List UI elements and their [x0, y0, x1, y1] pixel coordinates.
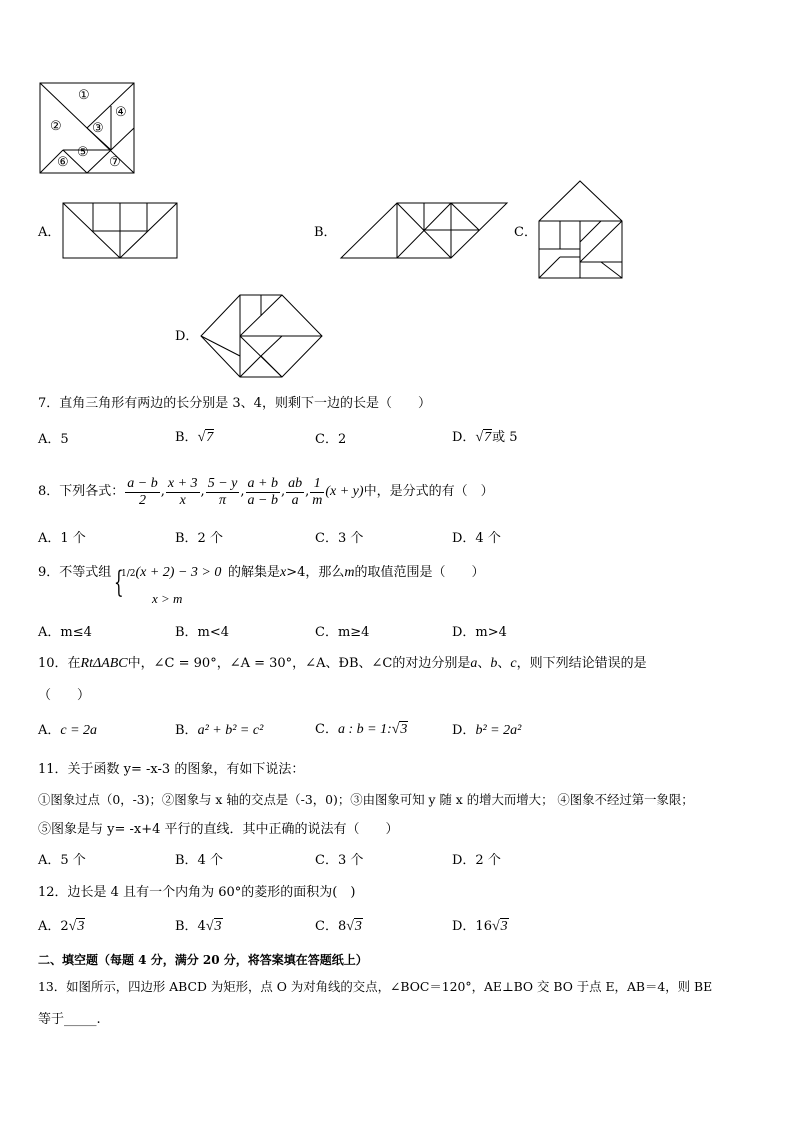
q12-option-d: D．16√3: [452, 919, 508, 934]
sqrt-3-a: √3: [68, 919, 85, 934]
q7-option-b: [175, 430, 214, 446]
q8-fraction-4: $\frac{a + b}{a - b}$: [247, 475, 278, 508]
q11-statements-1: ①图象过点（0，-3)；②图象与 x 轴的交点是（-3，0)；③由图象可知 y 随 x 的增大而增大； ④图象不经过第一象限；: [38, 792, 694, 807]
q9-option-b: B．m<4: [175, 625, 230, 640]
q7-option-a: A．5: [38, 432, 69, 447]
sqrt-7-b: √7: [197, 430, 214, 445]
q8-suffix: 中，是分式的有（ ）: [363, 484, 494, 499]
q12-option-b: B．4√3: [175, 919, 222, 934]
q8-option-d: D．4 个: [452, 531, 501, 546]
q10-option-c: C．a : b = 1:√3: [315, 722, 408, 737]
q8-option-c: C．3 个: [315, 531, 364, 546]
q10-stem: 10．在RtΔABC中，∠C = 90°，∠A = 30°，∠A、ÐB、∠C的对边分别是a、b、c，则下列结论错误的是: [38, 656, 647, 671]
q8-fraction-6: $\frac{1}{m}$: [312, 475, 323, 508]
q9-system-line2: x > m: [152, 591, 183, 606]
q7-option-d-tail: 或 5: [492, 430, 518, 445]
q7-option-c: C．2: [315, 432, 347, 447]
tangram-label-2: ②: [50, 119, 62, 134]
tangram-label-4: ④: [115, 105, 127, 120]
figure-option-c-label: C．: [514, 225, 537, 240]
q9-option-a: A．m≤4: [38, 625, 92, 640]
q9-prefix: 9．不等式组: [38, 565, 112, 580]
q11-stem: 11．关于函数 y= -x-3 的图象，有如下说法：: [38, 762, 305, 777]
q10-option-b: B．a² + b² = c²: [175, 723, 264, 738]
q9-system-brace: {: [114, 565, 124, 600]
q12-option-c: C．8√3: [315, 919, 362, 934]
q10-paren: （ ）: [38, 688, 91, 703]
q13-line-2: 等于_____.: [38, 1012, 101, 1027]
tangram-label-5: ⑤: [77, 145, 89, 160]
q9-suffix: 的解集是x>4，那么m的取值范围是（ ）: [228, 565, 485, 580]
q8-tail-expr: (x + y): [325, 484, 364, 499]
q8-fraction-3: $\frac{5 - y}{\pi}$: [207, 475, 238, 508]
figure-option-d: [0, 0, 794, 400]
sqrt-3-c: √3: [346, 919, 362, 934]
q8-prefix: 8．下列各式：: [38, 484, 125, 499]
tangram-label-7: ⑦: [109, 155, 121, 170]
q7-option-b-label: B．: [175, 430, 198, 445]
tangram-label-1: ①: [78, 88, 90, 103]
q8-fraction-1: $\frac{a - b}{2}$: [127, 475, 158, 508]
q10-option-a: A．c = 2a: [38, 723, 98, 738]
q11-option-c: C．3 个: [315, 853, 364, 868]
q8-fraction-2: $\frac{x + 3}{x}$: [167, 475, 198, 508]
q7-option-d: [452, 430, 518, 446]
q9-system-line1: 1/2(x + 2) − 3 > 0: [121, 565, 222, 580]
q9-half: 1/2: [121, 569, 136, 579]
section-2-title: 二、填空题（每题 4 分，满分 20 分，将答案填在答题纸上）: [38, 953, 368, 967]
tangram-label-6: ⑥: [57, 155, 69, 170]
q9-option-c: C．m≥4: [315, 625, 370, 640]
q11-option-b: B．4 个: [175, 853, 223, 868]
q11-option-a: A．5 个: [38, 853, 86, 868]
q8-option-a: A．1 个: [38, 531, 86, 546]
tangram-label-3: ③: [92, 121, 104, 136]
q7-stem: 7．直角三角形有两边的长分别是 3、4，则剩下一边的长是（ ）: [38, 396, 431, 411]
q7-option-d-label: D．: [452, 430, 476, 445]
figure-option-b-label: B．: [314, 225, 337, 240]
sqrt-7-d: √7: [475, 430, 492, 445]
figure-option-d-label: D．: [175, 329, 199, 344]
q10-option-d: D．b² = 2a²: [452, 723, 522, 738]
sqrt-3-d: √3: [491, 919, 508, 934]
q13-line-1: 13．如图所示，四边形 ABCD 为矩形，点 O 为对角线的交点，∠BOC＝120°，AE⊥BO 交 BO 于点 E，AB＝4，则 BE: [38, 979, 713, 994]
q9-option-d: D．m>4: [452, 625, 507, 640]
q11-option-d: D．2 个: [452, 853, 501, 868]
sqrt-3-q10: √3: [391, 722, 408, 737]
figure-option-a-label: A．: [38, 225, 61, 240]
q8-line: 8．下列各式： $\frac{a - b}{2}$ , $\frac{x + 3}{x}$ , $\frac{5 - y}{\pi}$ , $\frac{a + b}{a - b}$ , $\frac{ab}{a}$ , $\frac{1}{m}$ (x + y) 中，是分式的有（ ）: [38, 472, 494, 512]
q8-option-b: B．2 个: [175, 531, 223, 546]
q8-fraction-5: $\frac{ab}{a}$: [288, 475, 303, 508]
q12-option-a: A．2√3: [38, 919, 85, 934]
q12-stem: 12．边长是 4 且有一个内角为 60°的菱形的面积为( ): [38, 885, 356, 900]
sqrt-3-b: √3: [205, 919, 222, 934]
q11-statements-2: ⑤图象是与 y= -x+4 平行的直线．其中正确的说法有（ ）: [38, 822, 399, 837]
